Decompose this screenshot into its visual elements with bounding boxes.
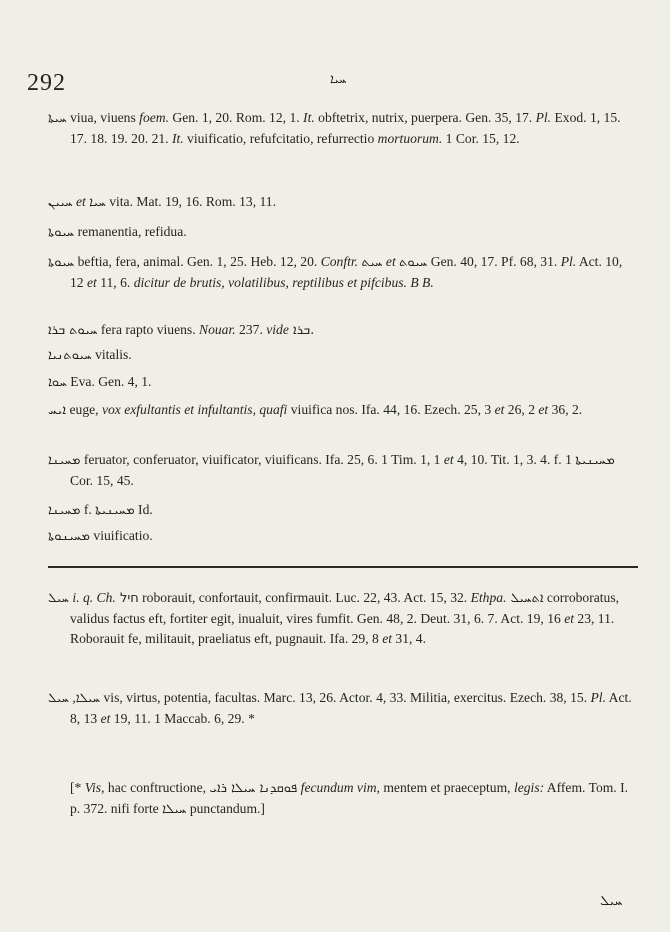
- section-divider: [48, 566, 638, 568]
- page-number: 292: [27, 70, 66, 96]
- headword-variant: ܚܝܬ: [361, 255, 383, 270]
- entry-text: viuificatio, refufcitatio, refurrectio: [183, 131, 378, 146]
- headword-variant: ܚܝܘܬ: [399, 255, 428, 270]
- entry-text: remanentia, refidua.: [74, 224, 187, 239]
- entry-italic: i. q. Ch.: [68, 590, 116, 605]
- headword: ܡܚܝܢܘܬܐ: [48, 529, 90, 544]
- entry-italic: It.: [171, 131, 184, 146]
- entry-text: euge,: [66, 402, 102, 417]
- entry-text: 36, 2.: [548, 402, 583, 417]
- headword: ܚܝܘܬ ܒܪܐ: [48, 323, 98, 338]
- entry-text: Gen. 1, 20. Rom. 12, 1.: [169, 110, 304, 125]
- entry-italic: Nouar.: [199, 322, 236, 337]
- headword: ܚܝܘܬܐ: [48, 255, 75, 270]
- entry-text: beftia, fera, animal. Gen. 1, 25. Heb. 12, 20.: [74, 254, 321, 269]
- entry-text: Eva. Gen. 4, 1.: [66, 374, 152, 389]
- entry-text: f.: [80, 502, 96, 517]
- headword: ܚܝܠ: [48, 591, 69, 606]
- hebrew-word: חיל: [115, 591, 139, 606]
- entry-italic: et: [72, 194, 90, 209]
- headword: ܡܚܝܢܐ: [48, 453, 81, 468]
- entry-text: fera rapto viuens.: [97, 322, 200, 337]
- entry-italic: Pl.: [535, 110, 552, 125]
- entry-1: [48, 108, 638, 149]
- entry-italic: et: [382, 631, 393, 646]
- entry-italic: fecundum vim,: [297, 780, 380, 795]
- entry-italic: et: [538, 402, 549, 417]
- entry-italic: B B.: [406, 275, 434, 290]
- entry-italic: Pl.: [590, 690, 606, 705]
- entry-italic: et: [100, 711, 111, 726]
- headword-variant: ܚܝܠ: [48, 691, 69, 706]
- syriac-phrase: ܦܘܩܕܢܐ ܚܝܠܐ ܪܐܝ: [209, 781, 298, 796]
- entry-text: 237.: [235, 322, 267, 337]
- entry-9: [48, 450, 638, 491]
- headword: ܚܝܘܬܐ: [48, 225, 75, 240]
- headword-variant: ܐܬܚܝܠ: [506, 591, 544, 606]
- entry-7: [48, 372, 638, 393]
- headword-variant: ܡܚܝܢܝܬܐ: [95, 503, 135, 518]
- entry-italic: Conftr.: [320, 254, 359, 269]
- entry-text: vitalis.: [91, 347, 132, 362]
- headword-variant: ܚܝܐ: [89, 195, 106, 210]
- entry-text: viua, viuens: [66, 110, 140, 125]
- entry-italic: legis:: [513, 780, 545, 795]
- entry-4: [48, 252, 638, 293]
- entry-italic: vox exfultantis et infultantis, quafi: [101, 402, 288, 417]
- entry-text: viuifica nos. Ifa. 44, 16. Ezech. 25, 3: [287, 402, 495, 417]
- entry-italic: Ethpa.: [470, 590, 507, 605]
- entry-3: [48, 222, 638, 243]
- entry-text: ,: [68, 690, 76, 705]
- entry-italic: vide: [266, 322, 289, 337]
- entry-5: [48, 320, 638, 341]
- entry-text: 31, 4.: [392, 631, 426, 646]
- headword-variant: ܒܪܐ.: [288, 323, 315, 338]
- entry-text: Id.: [134, 502, 153, 517]
- entry-italic: mortuorum.: [377, 131, 443, 146]
- headword-variant: ܚܝܠܐ: [162, 802, 187, 817]
- catchword: ܚܝܠ: [600, 893, 623, 909]
- entry-6: [48, 345, 638, 366]
- entry-text: 26, 2: [504, 402, 539, 417]
- headword: ܚܝܬܐ: [48, 111, 67, 126]
- headword: ܚܝܘܬܢܝܐ: [48, 348, 92, 363]
- headword: ܡܚܝܢܐ: [48, 503, 81, 518]
- entry-text: Act. 10, 12: [70, 254, 623, 290]
- entry-text: obftetrix, nutrix, puerpera. Gen. 35, 17.: [314, 110, 536, 125]
- entry-italic: et: [443, 452, 454, 467]
- entry-2: [48, 192, 638, 213]
- entry-text: hac conftructione,: [104, 780, 210, 795]
- entry-text: Act. 8, 13: [70, 690, 632, 726]
- entry-italic: Vis,: [84, 780, 105, 795]
- headword: ܚܝܠܐ: [75, 691, 101, 706]
- entry-text: 4, 10. Tit. 1, 3. 4. f.: [453, 452, 566, 467]
- entry-text: vita. Mat. 19, 16. Rom. 13, 11.: [105, 194, 276, 209]
- entry-11: [48, 526, 638, 547]
- entry-8: [48, 400, 638, 421]
- entry-chayla: [48, 688, 638, 729]
- running-head: ܚܝܐ: [330, 72, 347, 87]
- entry-chayl: [48, 588, 638, 649]
- entry-text: Affem. Tom. I. p. 372. nifi forte: [70, 780, 629, 816]
- entry-text: Exod. 1, 15. 17. 18. 19. 20. 21.: [70, 110, 621, 146]
- entry-text: 1 Cor. 15, 12.: [442, 131, 520, 146]
- entry-text: roborauit, confortauit, confirmauit. Luc. 22, 43. Act. 15, 32.: [138, 590, 471, 605]
- entry-text: 11, 6.: [96, 275, 134, 290]
- entry-italic: et: [382, 254, 400, 269]
- headword: ܚܝܝܢ: [48, 195, 73, 210]
- entry-text: corroboratus, validus factus eft, fortiter egit, inualuit, vires fumfit. Gen. 48, 2. Deut. 31, 6. 7. Act. 19, 16: [70, 590, 620, 626]
- entry-italic: et: [87, 275, 97, 290]
- headword: ܐܝܚ: [48, 403, 67, 418]
- note-paragraph: [70, 778, 638, 820]
- entry-text: 23, 11. Roborauit fe, militauit, praeliatus eft, pugnauit. Ifa. 29, 8: [70, 611, 615, 646]
- entry-text: 1 Cor. 15, 45.: [70, 452, 576, 488]
- headword-variant: ܡܚܝܢܝܬܐ: [575, 453, 615, 468]
- entry-text: feruator, conferuator, viuificator, viuificans. Ifa. 25, 6. 1 Tim. 1, 1: [80, 452, 444, 467]
- entry-text: viuificatio.: [90, 528, 153, 543]
- entry-text: vis, virtus, potentia, facultas. Marc. 13, 26. Actor. 4, 33. Militia, exercitus. Ezech. 38, 15.: [100, 690, 591, 705]
- entry-text: mentem et praeceptum,: [379, 780, 514, 795]
- note-bracket: [*: [70, 780, 85, 795]
- entry-italic: It.: [303, 110, 315, 125]
- entry-10: [48, 500, 638, 521]
- headword: ܚܘܐ: [48, 375, 67, 390]
- entry-italic: et: [564, 611, 574, 626]
- entry-italic: foem.: [139, 110, 169, 125]
- entry-italic: dicitur de brutis, volatilibus, reptilibus et pifcibus.: [133, 275, 407, 290]
- entry-text: Gen. 40, 17. Pf. 68, 31.: [427, 254, 561, 269]
- entry-italic: et: [494, 402, 505, 417]
- entry-text: punctandum.]: [186, 801, 265, 816]
- entry-text: 19, 11. 1 Maccab. 6, 29. *: [110, 711, 255, 726]
- entry-italic: Pl.: [560, 254, 577, 269]
